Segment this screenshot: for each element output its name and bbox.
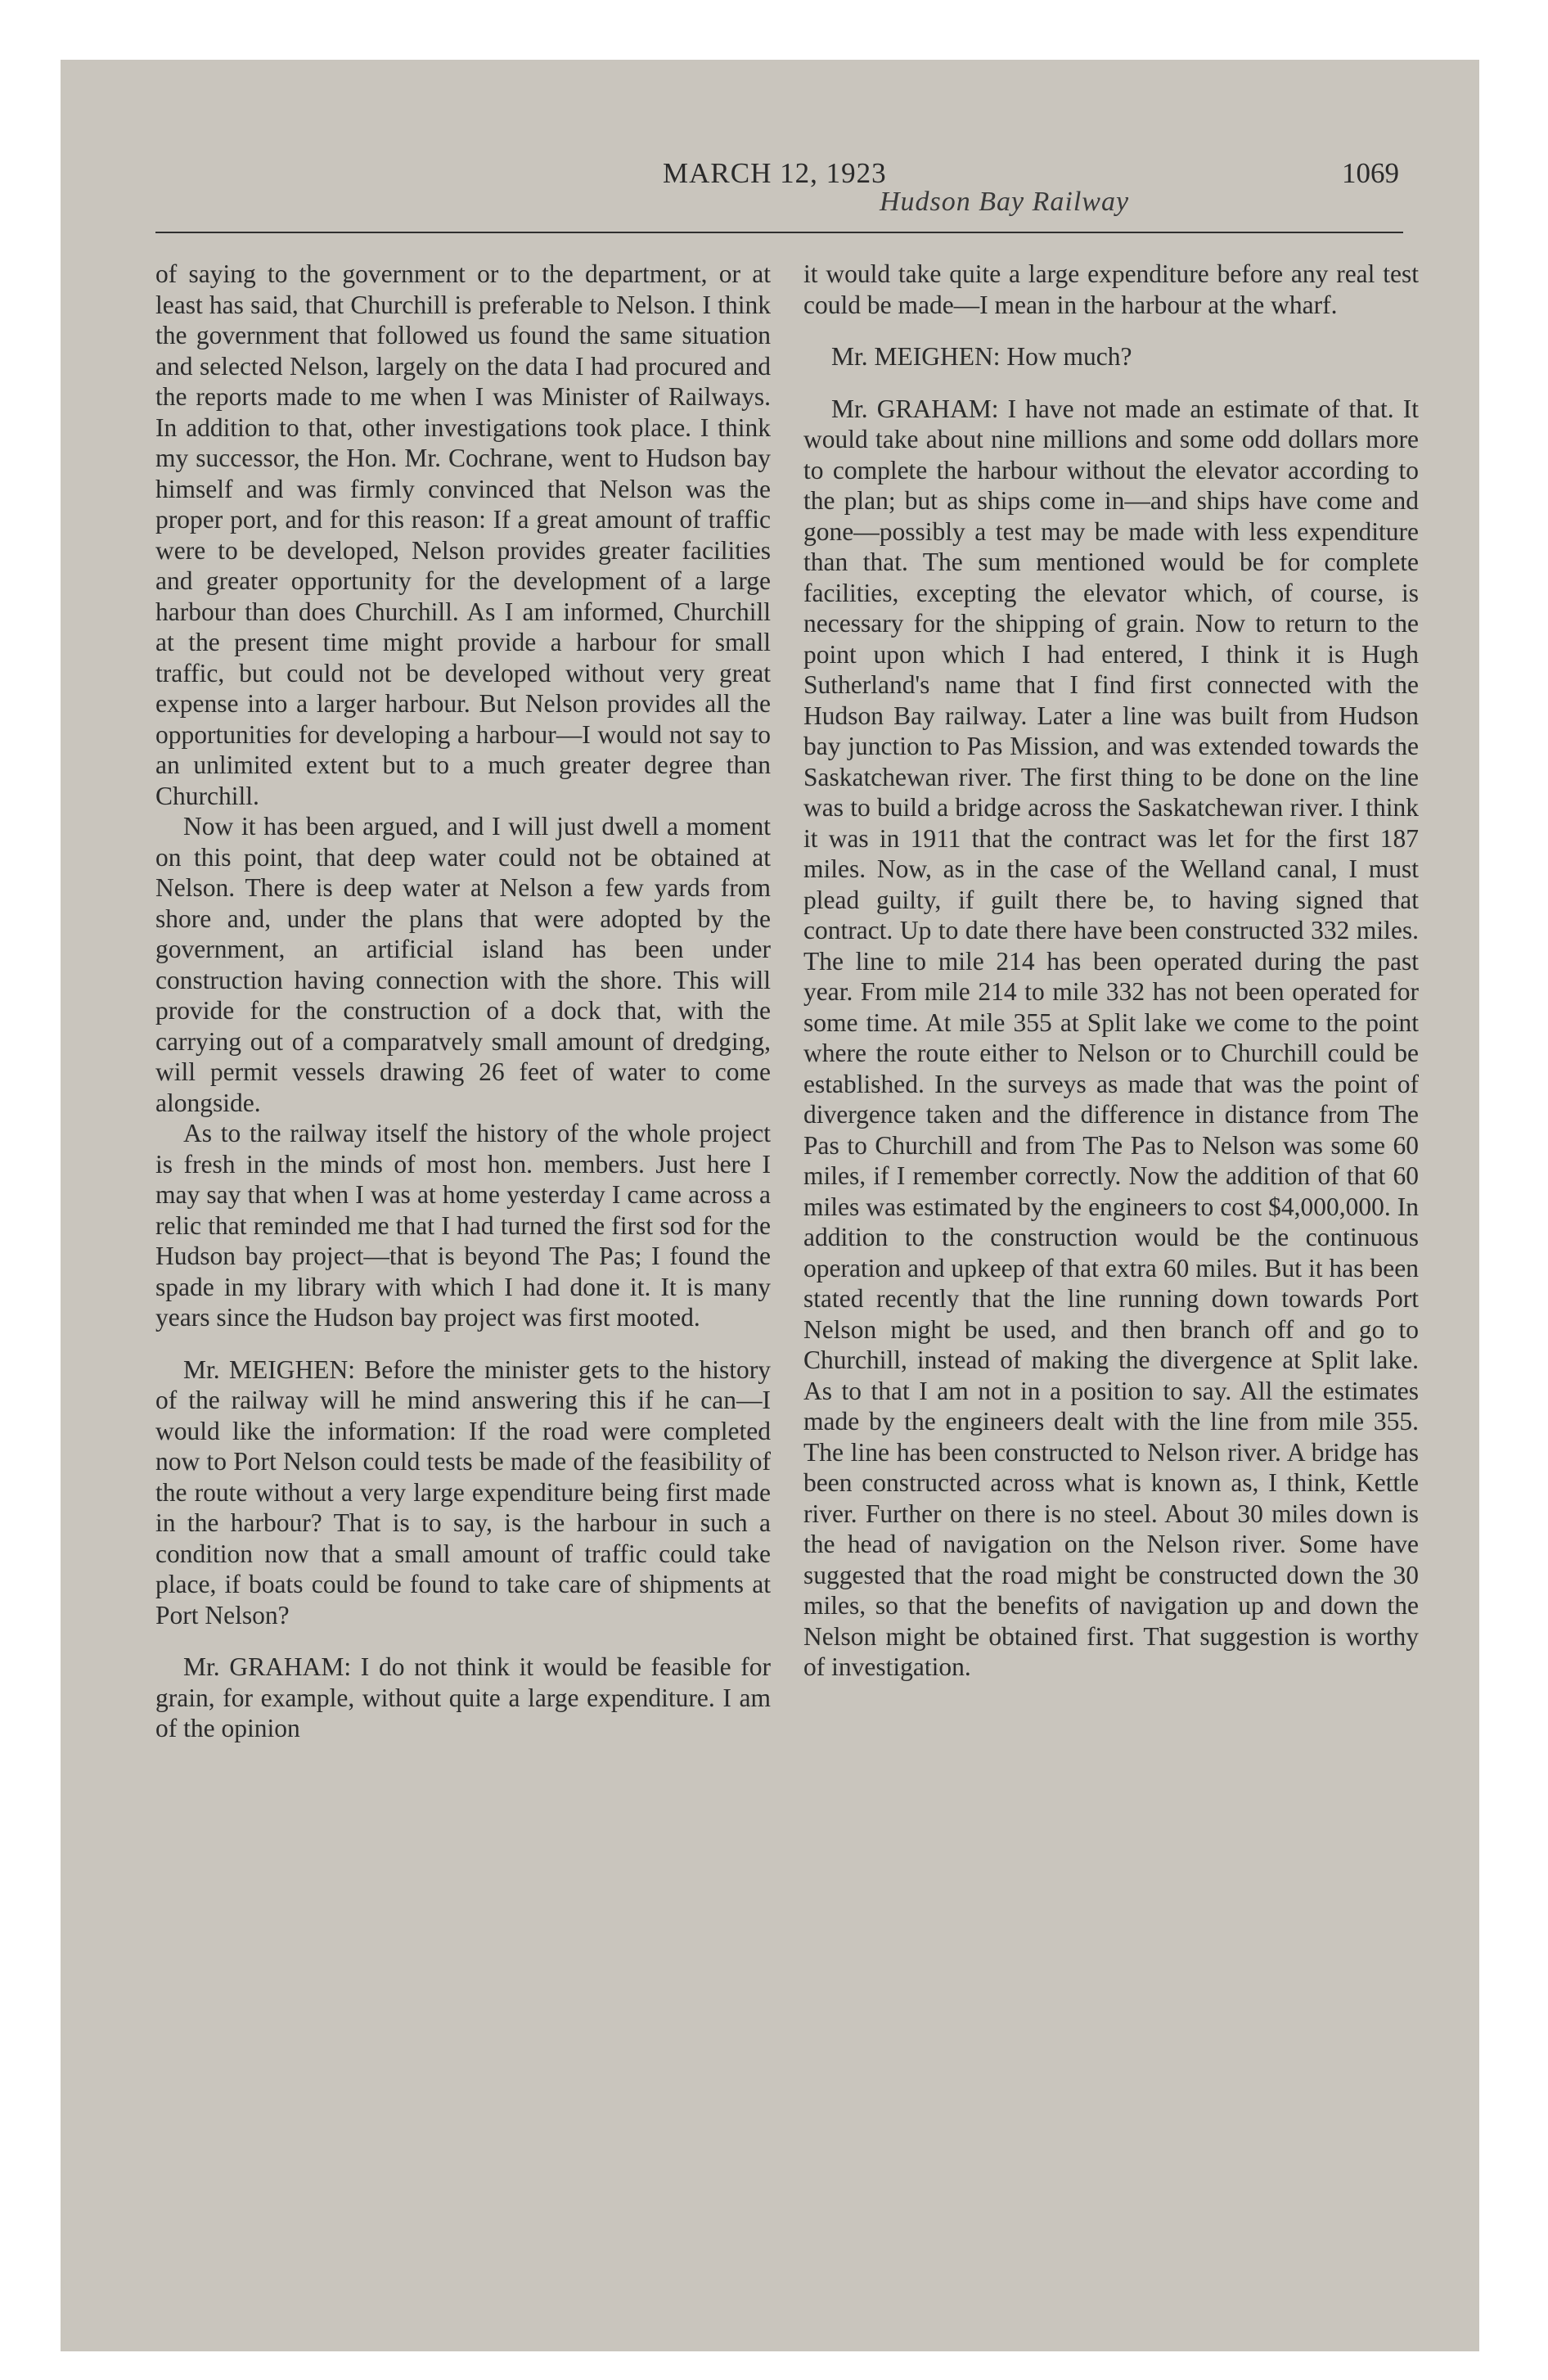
speech-paragraph: Mr. GRAHAM: I do not think it would be feasible for grain, for example, without quite a large expenditure. I am of the opinion [155, 1652, 771, 1742]
paragraph: it would take quite a large expenditure before any real test could be made—I mean in the harbour at the wharf. [803, 259, 1419, 319]
speech-paragraph: Mr. MEIGHEN: Before the minister gets to the history of the railway will he mind answering this if he can—I would like the information: If the road were completed now to Port Nelson could tests be made of the feasibility of the route without a very large expenditure being first made in the harbour? That is to say, is the harbour in such a condition now that a small amount of traffic could take place, if boats could be found to take care of shipments at Port Nelson? [155, 1355, 771, 1629]
left-column [155, 259, 771, 1744]
paragraph: Now it has been argued, and I will just dwell a moment on this point, that deep water could not be obtained at Nelson. There is deep water at Nelson a few yards from shore and, under the plans that were adopted by the government, an artificial island has been under construction having connection with the shore. This will provide for the construction of a dock that, with the carrying out of a comparatvely small amount of dredging, will permit vessels drawing 26 feet of water to come alongside. [155, 812, 771, 1117]
page-date: MARCH 12, 1923 [663, 157, 887, 189]
speech-paragraph: Mr. MEIGHEN: How much? [831, 342, 1132, 371]
page-number: 1069 [1342, 157, 1399, 189]
speech-paragraph: Mr. GRAHAM: I have not made an estimate of that. It would take about nine millions and some odd dollars more to complete the harbour without the elevator according to the plan; but as ships come in—and ships have come and gone—possibly a test may be made with less expenditure than that. The sum mentioned would be for complete facilities, excepting the elevator which, of course, is necessary for the shipping of grain. Now to return to the point upon which I had entered, I think it is Hugh Sutherland's name that I find first connected with the Hudson Bay railway. Later a line was built from Hudson bay junction to Pas Mission, and was extended towards the Saskatchewan river. The first thing to be done on the line was to build a bridge across the Saskatchewan river. I think it was in 1911 that the contract was let for the first 187 miles. Now, as in the case of the Welland canal, I must plead guilty, if guilt there be, to having signed that contract. Up to date there have been constructed 332 miles. The line to mile 214 has been operated during the past year. From mile 214 to mile 332 has not been operated for some time. At mile 355 at Split lake we come to the point where the route either to Nelson or to Churchill could be established. In the surveys as made that was the point of divergence taken and the difference in distance from The Pas to Churchill and from The Pas to Nelson was some 60 miles, if I remember correctly. Now the addition of that 60 miles was estimated by the engineers to cost $4,000,000. In addition to the construction would be the continuous operation and upkeep of that extra 60 miles. But it has been stated recently that the line running down towards Port Nelson might be used, and then branch off and go to Churchill, instead of making the divergence at Split lake. As to that I am not in a position to say. All the estimates made by the engineers dealt with the line from mile 355. The line has been constructed to Nelson river. A bridge has been constructed across what is known as, I think, Kettle river. Further on there is no steel. About 30 miles down is the head of navigation on the Nelson river. Some have suggested that the road might be constructed down the 30 miles, so that the benefits of navigation up and down the Nelson might be obtained first. That suggestion is worthy of investigation. [803, 394, 1419, 1681]
header-rule [155, 232, 1403, 233]
paragraph: As to the railway itself the history of the whole project is fresh in the minds of most hon. members. Just here I may say that when I was at home yesterday I came across a relic that reminded me that I had turned the first sod for the Hudson bay project—that is beyond The Pas; I found the spade in my library with which I had done it. It is many years since the Hudson bay project was first mooted. [155, 1119, 771, 1332]
running-title: Hudson Bay Railway [880, 187, 1130, 217]
paragraph: of saying to the government or to the department, or at least has said, that Churchill is preferable to Nelson. I think the government that followed us found the same situation and selected Nelson, largely on the data I had procured and the reports made to me when I was Minister of Railways. In addition to that, other investigations took place. I think my successor, the Hon. Mr. Cochrane, went to Hudson bay himself and was firmly convinced that Nelson was the proper port, and for this reason: If a great amount of traffic were to be developed, Nelson provides greater facilities and greater opportunity for the development of a large harbour than does Churchill. As I am informed, Churchill at the present time might provide a harbour for small traffic, but could not be developed without very great expense into a larger harbour. But Nelson provides all the opportunities for developing a harbour—I would not say to an unlimited extent but to a much greater degree than Churchill. [155, 259, 771, 810]
right-column [803, 259, 1419, 1683]
